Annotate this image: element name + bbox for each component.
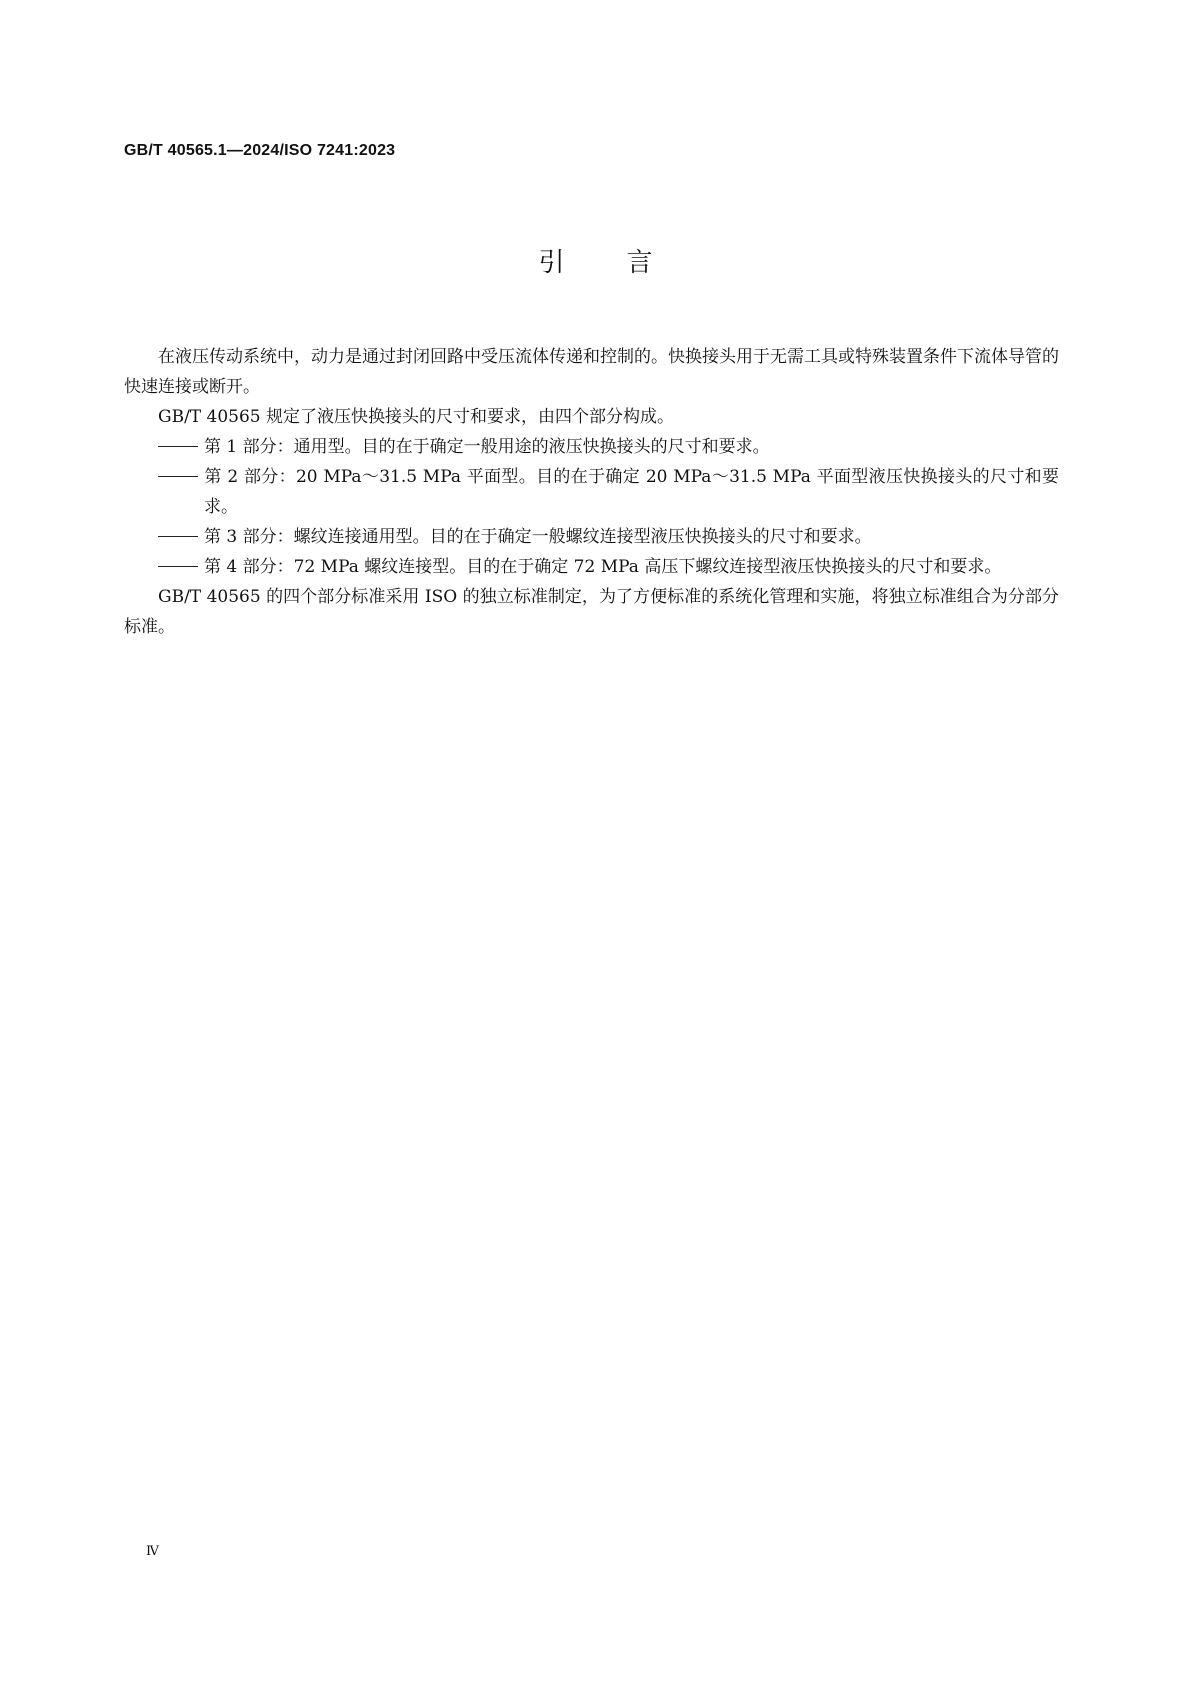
closing-paragraph: GB/T 40565 的四个部分标准采用 ISO 的独立标准制定，为了方便标准的系统化管理和实施，将独立标准组合为分部分标准。 [124, 587, 1059, 637]
dash-marker [158, 432, 204, 462]
document-body [124, 342, 1059, 642]
dash-marker [158, 522, 204, 552]
list-item [158, 432, 1059, 462]
list-item-text: 第 3 部分：螺纹连接通用型。目的在于确定一般螺纹连接型液压快换接头的尺寸和要求。 [204, 527, 872, 547]
list-item-text: 第 4 部分：72 MPa 螺纹连接型。目的在于确定 72 MPa 高压下螺纹连接型液压快换接头的尺寸和要求。 [204, 557, 1002, 577]
list-item [158, 552, 1059, 582]
document-code-header: GB/T 40565.1—2024/ISO 7241:2023 [124, 142, 396, 159]
intro-paragraph: 在液压传动系统中，动力是通过封闭回路中受压流体传递和控制的。快换接头用于无需工具或特殊装置条件下流体导管的快速连接或断开。 [124, 347, 1059, 397]
page-title: 引言 [538, 248, 715, 278]
list-item [158, 522, 1059, 552]
page-number: Ⅳ [146, 1544, 159, 1559]
structure-paragraph: GB/T 40565 规定了液压快换接头的尺寸和要求，由四个部分构成。 [158, 407, 675, 427]
list-item [158, 462, 1059, 522]
dash-marker [158, 552, 204, 582]
list-item-text: 第 1 部分：通用型。目的在于确定一般用途的液压快换接头的尺寸和要求。 [204, 437, 770, 457]
dash-marker [158, 462, 204, 492]
list-item-text: 第 2 部分：20 MPa～31.5 MPa 平面型。目的在于确定 20 MPa～31.5 MPa 平面型液压快换接头的尺寸和要求。 [204, 467, 1059, 517]
